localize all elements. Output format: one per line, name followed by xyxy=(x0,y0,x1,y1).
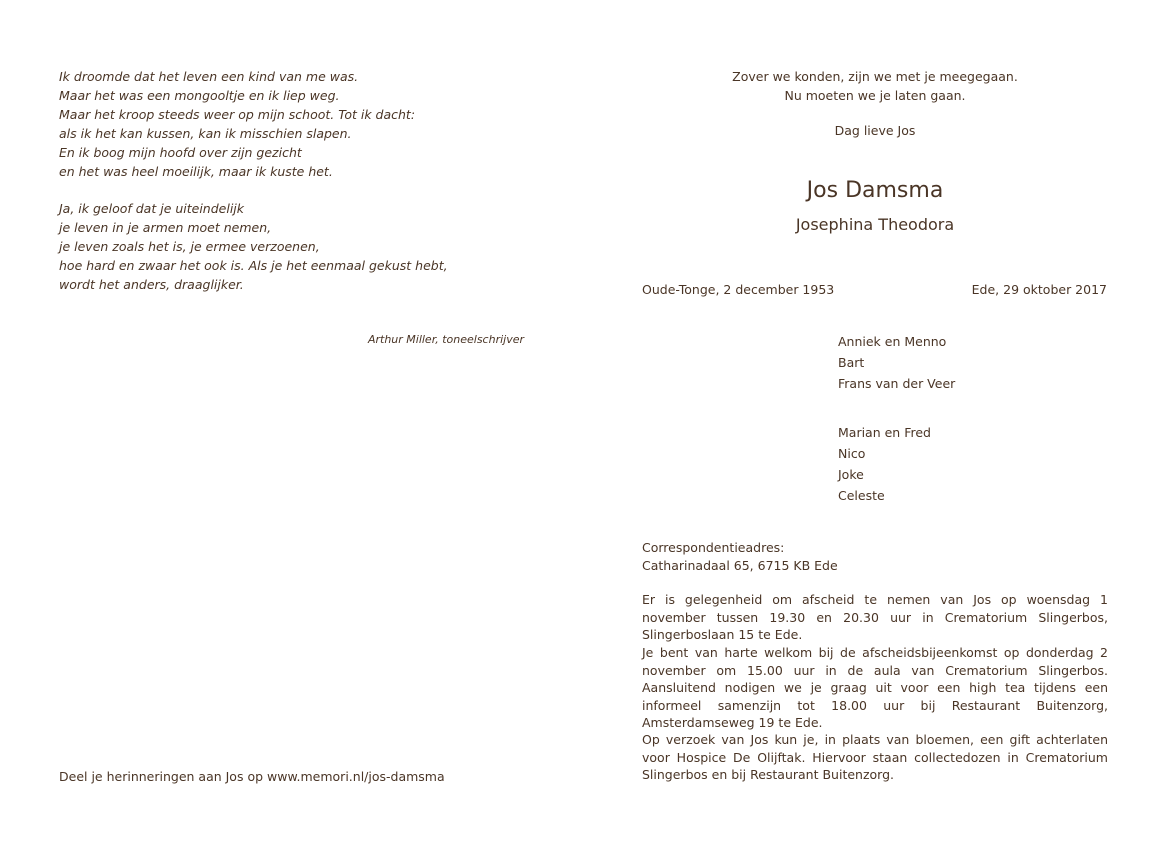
farewell-line: Dag lieve Jos xyxy=(834,123,916,138)
poem-line: hoe hard en zwaar het ook is. Als je het eenmaal gekust hebt, xyxy=(59,258,448,273)
poem-stanza-1 xyxy=(59,67,539,181)
poem-line: En ik boog mijn hoofd over zijn gezicht xyxy=(59,145,302,160)
poem-line: Ik droomde dat het leven een kind van me was. xyxy=(59,69,359,84)
share-memories-line: Deel je herinneringen aan Jos op www.memori.nl/jos-damsma xyxy=(59,769,445,784)
paragraph-ceremony: Je bent van harte welkom bij de afscheidsbijeenkomst op donderdag 2 november om 15.00 uur in de aula van Crematorium Slingerbos. Aansluitend nodigen we je graag uit voor een high tea tijdens een informeel samenzijn tot 18.00 uur bij Restaurant Buitenzorg, Amsterdamseweg 19 te Ede. xyxy=(642,645,1108,730)
correspondence-label: Correspondentieadres: xyxy=(642,540,785,555)
paragraph-farewell-visit: Er is gelegenheid om afscheid te nemen van Jos op woensdag 1 november tussen 19.30 en 20.30 uur in Crematorium Slingerbos, Slingerboslaan 15 te Ede. xyxy=(642,592,1108,642)
family-group-2 xyxy=(838,422,931,506)
poem-stanza-2 xyxy=(59,199,539,294)
poem-line: Maar het kroop steeds weer op mijn schoot. Tot ik dacht: xyxy=(59,107,416,122)
poem-author: Arthur Miller, toneelschrijver xyxy=(367,333,524,346)
family-member: Nico xyxy=(838,446,866,461)
correspondence-address: Catharinadaal 65, 6715 KB Ede xyxy=(642,557,838,573)
family-member: Marian en Fred xyxy=(838,425,931,440)
poem-line: Maar het was een mongooltje en ik liep weg. xyxy=(59,88,340,103)
family-member: Frans van der Veer xyxy=(838,376,956,391)
family-member: Joke xyxy=(838,467,864,482)
paragraph-donation: Op verzoek van Jos kun je, in plaats van bloemen, een gift achterlaten voor Hospice De Olijftak. Hiervoor staan collectedozen in Crematorium Slingerbos en bij Restaurant Buitenzorg. xyxy=(642,732,1108,782)
family-group-1 xyxy=(838,331,955,394)
birth-place-date: Oude-Tonge, 2 december 1953 xyxy=(642,282,835,297)
poem-line: Ja, ik geloof dat je uiteindelijk xyxy=(59,201,245,216)
intro-line-1: Zover we konden, zijn we met je meegegaan. xyxy=(732,69,1018,84)
death-place-date: Ede, 29 oktober 2017 xyxy=(971,282,1107,297)
poem-line: je leven zoals het is, je ermee verzoenen, xyxy=(59,239,320,254)
deceased-name: Jos Damsma xyxy=(806,178,944,203)
poem-line: en het was heel moeilijk, maar ik kuste het. xyxy=(59,164,333,179)
family-member: Celeste xyxy=(838,488,885,503)
intro-line-2: Nu moeten we je laten gaan. xyxy=(784,88,966,103)
correspondence-block xyxy=(642,539,838,574)
family-member: Anniek en Menno xyxy=(838,334,947,349)
deceased-full-name: Josephina Theodora xyxy=(795,215,955,234)
poem-line: je leven in je armen moet nemen, xyxy=(59,220,272,235)
poem-line: als ik het kan kussen, kan ik misschien slapen. xyxy=(59,126,352,141)
family-member: Bart xyxy=(838,355,865,370)
poem-line: wordt het anders, draaglijker. xyxy=(59,277,244,292)
